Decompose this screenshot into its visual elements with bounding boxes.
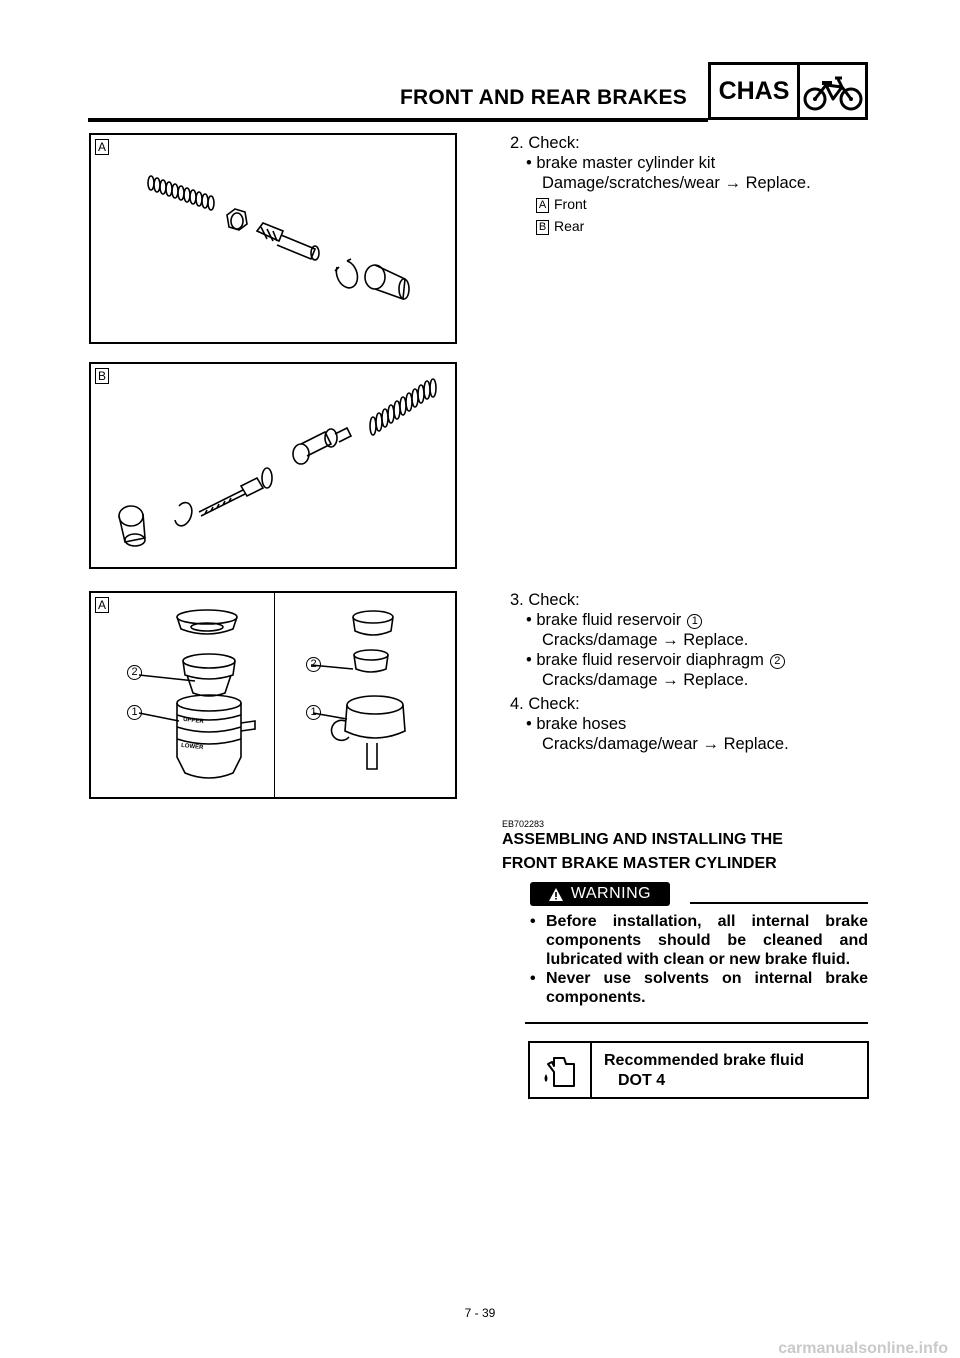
warning-rule: [690, 902, 868, 904]
callout-2-left: 2: [127, 663, 142, 681]
warning-text: [530, 912, 868, 1007]
warning-label: WARNING: [570, 885, 652, 902]
section-indicator: [708, 62, 868, 120]
reservoir-upper-stamp: UPPER: [182, 716, 204, 726]
legend-rear: B Rear: [536, 215, 587, 237]
step-4: [510, 694, 789, 754]
figure-front-master-cylinder-kit: [89, 133, 457, 344]
step-label: 3. Check:: [510, 591, 580, 609]
piston-illustration: [293, 428, 351, 464]
step-item: • brake hoses: [526, 715, 627, 733]
fluid-title: Recommended brake fluid: [604, 1052, 805, 1069]
section-code: CHAS: [711, 65, 800, 117]
step-action: Cracks/damage/wear → Replace.: [542, 735, 789, 753]
header-rule: [88, 118, 708, 122]
step-item-diaphragm: • brake fluid reservoir diaphragm 2: [510, 650, 785, 670]
page-title: FRONT AND REAR BRAKES: [400, 86, 687, 109]
circlip-illustration: [335, 259, 357, 288]
figure-brake-fluid-reservoirs: [89, 591, 457, 799]
rear-kit-illustration: [91, 364, 455, 567]
callout-1-left: 1: [127, 703, 142, 721]
pushrod-illustration: [199, 468, 272, 516]
front-reservoir-body: [177, 695, 255, 778]
warning-badge: [530, 882, 670, 906]
step-action: Damage/scratches/wear → Replace.: [542, 174, 811, 192]
legend-front: A Front: [536, 193, 587, 215]
reservoir-lower-stamp: LOWER: [180, 742, 204, 752]
section-code: EB702283: [502, 819, 545, 829]
fluid-value: DOT 4: [618, 1072, 666, 1089]
front-reservoir-cap: [177, 610, 237, 634]
step-2: [510, 133, 811, 193]
step-3: [510, 590, 785, 690]
page-number: 7 - 39: [464, 1306, 496, 1320]
section-heading: ASSEMBLING AND INSTALLING THE FRONT BRAKE MASTER CYLINDER: [502, 831, 783, 872]
step-item: • brake master cylinder kit: [526, 154, 716, 172]
reservoir-illustration: [91, 593, 455, 797]
piston-illustration: [257, 223, 319, 260]
spring-illustration: [148, 176, 214, 210]
warning-icon: [549, 888, 563, 901]
front-reservoir-diaphragm: [183, 654, 235, 696]
recommended-fluid-box: [528, 1041, 869, 1099]
boot-illustration: [365, 265, 409, 299]
figure-tag: A: [95, 139, 109, 155]
front-kit-illustration: [91, 135, 455, 342]
footer-watermark: carmanualsonline.info: [778, 1340, 948, 1357]
cup-illustration: [227, 209, 247, 230]
boot-illustration: [119, 506, 145, 546]
oil-can-icon: [530, 1043, 592, 1097]
rear-reservoir-cap: [353, 611, 393, 635]
warning-bullet: • Before installation, all internal brake components should be cleaned and lubricated with clean or new brake fluid.: [530, 912, 868, 969]
rear-reservoir-diaphragm: [354, 650, 388, 672]
warning-bullet: • Never use solvents on internal brake components.: [530, 969, 868, 1007]
motorcycle-icon: [800, 65, 865, 117]
step-label: 2. Check:: [510, 134, 580, 152]
step-action: Cracks/damage → Replace.: [542, 671, 749, 689]
step-label: 4. Check:: [510, 695, 580, 713]
spring-illustration: [370, 379, 436, 435]
figure-legend: [536, 193, 587, 237]
fluid-text: [592, 1043, 804, 1097]
rear-reservoir-body: [332, 696, 405, 769]
callout-2-right: 2: [306, 655, 321, 673]
circlip-illustration: [175, 503, 192, 526]
figure-tag: B: [95, 368, 109, 384]
warning-bottom-rule: [525, 1022, 868, 1024]
step-action: Cracks/damage → Replace.: [542, 631, 749, 649]
figure-tag: A: [95, 597, 109, 613]
callout-1-right: 1: [306, 703, 321, 721]
figure-rear-master-cylinder-kit: [89, 362, 457, 569]
step-item-reservoir: • brake fluid reservoir 1: [510, 610, 785, 630]
